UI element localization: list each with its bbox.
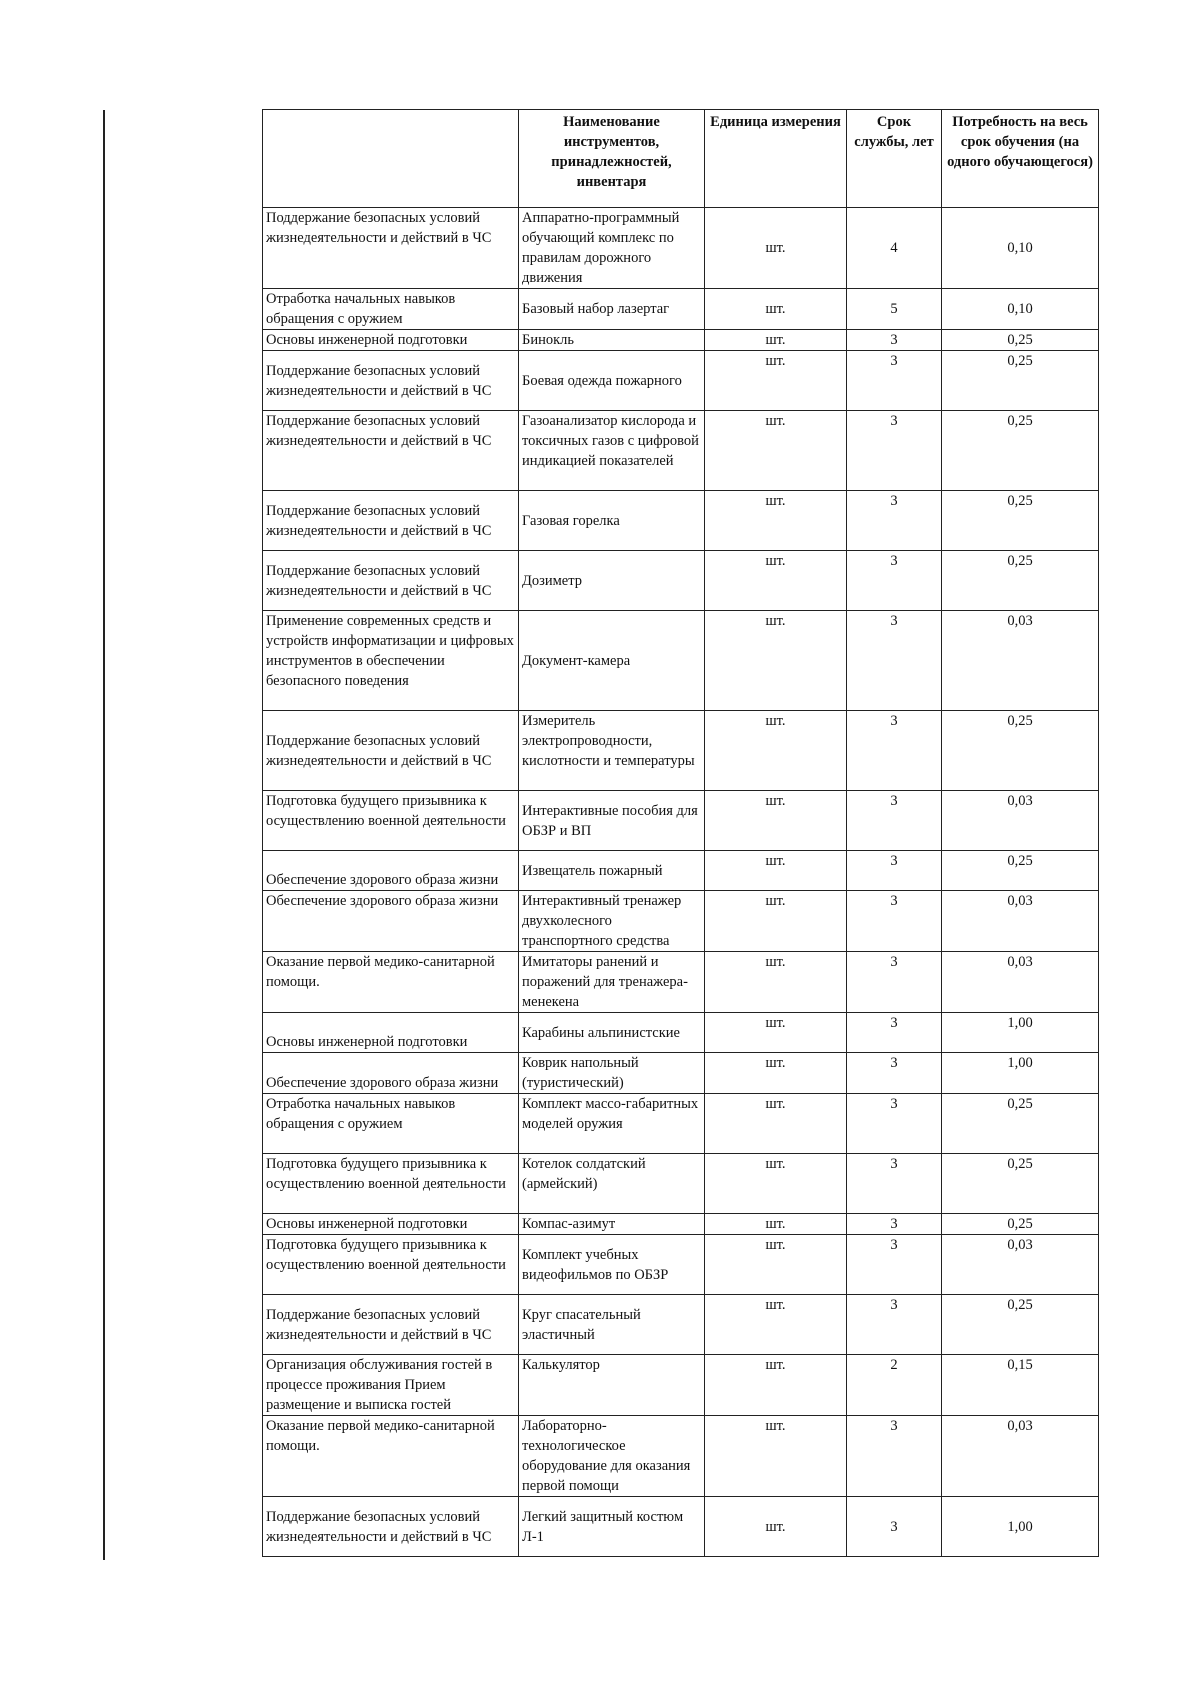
cell-unit: шт. — [705, 711, 847, 791]
cell-section: Поддержание безопасных условий жизнедеятельности и действий в ЧС — [263, 491, 519, 551]
cell-service-life: 3 — [847, 1416, 942, 1497]
cell-service-life: 3 — [847, 551, 942, 611]
cell-unit: шт. — [705, 1295, 847, 1355]
cell-unit: шт. — [705, 1497, 847, 1557]
cell-item-name: Карабины альпинистские — [519, 1013, 705, 1053]
cell-service-life: 5 — [847, 289, 942, 330]
cell-section: Организация обслуживания гостей в процессе проживания Прием размещение и выписка гостей — [263, 1355, 519, 1416]
cell-service-life: 3 — [847, 1013, 942, 1053]
cell-section: Оказание первой медико-санитарной помощи. — [263, 952, 519, 1013]
cell-unit: шт. — [705, 891, 847, 952]
table-body — [263, 208, 1099, 1557]
cell-requirement: 0,10 — [942, 289, 1099, 330]
cell-section: Основы инженерной подготовки — [263, 1214, 519, 1235]
cell-requirement: 1,00 — [942, 1013, 1099, 1053]
cell-section: Обеспечение здорового образа жизни — [263, 851, 519, 891]
table-row — [263, 711, 1099, 791]
table-row — [263, 1094, 1099, 1154]
cell-requirement: 0,25 — [942, 1094, 1099, 1154]
cell-service-life: 3 — [847, 351, 942, 411]
cell-section: Поддержание безопасных условий жизнедеятельности и действий в ЧС — [263, 208, 519, 289]
table-row — [263, 1013, 1099, 1053]
cell-unit: шт. — [705, 1416, 847, 1497]
table-row — [263, 891, 1099, 952]
cell-item-name: Комплект учебных видеофильмов по ОБЗР — [519, 1235, 705, 1295]
cell-item-name: Извещатель пожарный — [519, 851, 705, 891]
cell-unit: шт. — [705, 208, 847, 289]
cell-item-name: Круг спасательный эластичный — [519, 1295, 705, 1355]
cell-unit: шт. — [705, 1154, 847, 1214]
cell-section: Поддержание безопасных условий жизнедеятельности и действий в ЧС — [263, 711, 519, 791]
cell-requirement: 0,25 — [942, 551, 1099, 611]
cell-service-life: 3 — [847, 491, 942, 551]
cell-unit: шт. — [705, 551, 847, 611]
cell-item-name: Калькулятор — [519, 1355, 705, 1416]
cell-unit: шт. — [705, 952, 847, 1013]
cell-section: Обеспечение здорового образа жизни — [263, 891, 519, 952]
cell-requirement: 0,03 — [942, 611, 1099, 711]
cell-unit: шт. — [705, 1013, 847, 1053]
cell-item-name: Коврик напольный (туристический) — [519, 1053, 705, 1094]
table-row — [263, 1295, 1099, 1355]
cell-unit: шт. — [705, 411, 847, 491]
header-service-life: Срок службы, лет — [847, 110, 942, 208]
cell-section: Основы инженерной подготовки — [263, 330, 519, 351]
cell-unit: шт. — [705, 1235, 847, 1295]
cell-item-name: Аппаратно-программный обучающий комплекс по правилам дорожного движения — [519, 208, 705, 289]
cell-section: Поддержание безопасных условий жизнедеятельности и действий в ЧС — [263, 411, 519, 491]
cell-item-name: Газоанализатор кислорода и токсичных газов с цифровой индикацией показателей — [519, 411, 705, 491]
table-row — [263, 411, 1099, 491]
cell-section: Подготовка будущего призывника к осуществлению военной деятельности — [263, 1235, 519, 1295]
cell-section: Отработка начальных навыков обращения с оружием — [263, 1094, 519, 1154]
table-row — [263, 551, 1099, 611]
cell-item-name: Имитаторы ранений и поражений для тренажера-менекена — [519, 952, 705, 1013]
cell-item-name: Документ-камера — [519, 611, 705, 711]
cell-requirement: 0,25 — [942, 491, 1099, 551]
table-row — [263, 1154, 1099, 1214]
cell-item-name: Комплект массо-габаритных моделей оружия — [519, 1094, 705, 1154]
header-unit: Единица измерения — [705, 110, 847, 208]
cell-requirement: 1,00 — [942, 1497, 1099, 1557]
cell-unit: шт. — [705, 611, 847, 711]
cell-section: Поддержание безопасных условий жизнедеятельности и действий в ЧС — [263, 551, 519, 611]
cell-requirement: 0,10 — [942, 208, 1099, 289]
cell-section: Подготовка будущего призывника к осуществлению военной деятельности — [263, 1154, 519, 1214]
table-row — [263, 1053, 1099, 1094]
cell-section: Оказание первой медико-санитарной помощи. — [263, 1416, 519, 1497]
table-row — [263, 491, 1099, 551]
cell-section: Подготовка будущего призывника к осуществлению военной деятельности — [263, 791, 519, 851]
table-row — [263, 289, 1099, 330]
cell-item-name: Котелок солдатский (армейский) — [519, 1154, 705, 1214]
cell-requirement: 0,25 — [942, 711, 1099, 791]
header-requirement: Потребность на весь срок обучения (на одного обучающегося) — [942, 110, 1099, 208]
table-row — [263, 851, 1099, 891]
table-row — [263, 1214, 1099, 1235]
cell-service-life: 4 — [847, 208, 942, 289]
cell-service-life: 2 — [847, 1355, 942, 1416]
table-row — [263, 1235, 1099, 1295]
cell-item-name: Боевая одежда пожарного — [519, 351, 705, 411]
cell-unit: шт. — [705, 1094, 847, 1154]
table-row — [263, 791, 1099, 851]
cell-requirement: 0,25 — [942, 411, 1099, 491]
table-row — [263, 1416, 1099, 1497]
cell-item-name: Измеритель электропроводности, кислотности и температуры — [519, 711, 705, 791]
cell-item-name: Лабораторно-технологическое оборудование для оказания первой помощи — [519, 1416, 705, 1497]
header-item-name: Наименование инструментов, принадлежностей, инвентаря — [519, 110, 705, 208]
cell-service-life: 3 — [847, 1295, 942, 1355]
cell-section: Поддержание безопасных условий жизнедеятельности и действий в ЧС — [263, 1497, 519, 1557]
cell-section: Поддержание безопасных условий жизнедеятельности и действий в ЧС — [263, 1295, 519, 1355]
cell-service-life: 3 — [847, 791, 942, 851]
table-row — [263, 1497, 1099, 1557]
cell-unit: шт. — [705, 1355, 847, 1416]
cell-section: Поддержание безопасных условий жизнедеятельности и действий в ЧС — [263, 351, 519, 411]
cell-unit: шт. — [705, 1053, 847, 1094]
cell-requirement: 0,03 — [942, 791, 1099, 851]
cell-unit: шт. — [705, 491, 847, 551]
table-header-row — [263, 110, 1099, 208]
table-row — [263, 351, 1099, 411]
cell-unit: шт. — [705, 289, 847, 330]
cell-service-life: 3 — [847, 952, 942, 1013]
header-section — [263, 110, 519, 208]
cell-service-life: 3 — [847, 711, 942, 791]
cell-section: Применение современных средств и устройств информатизации и цифровых инструментов в обеспечении безопасного поведения — [263, 611, 519, 711]
cell-item-name: Базовый набор лазертаг — [519, 289, 705, 330]
cell-requirement: 0,03 — [942, 891, 1099, 952]
cell-unit: шт. — [705, 1214, 847, 1235]
cell-requirement: 0,25 — [942, 330, 1099, 351]
cell-item-name: Интерактивные пособия для ОБЗР и ВП — [519, 791, 705, 851]
cell-requirement: 0,25 — [942, 1295, 1099, 1355]
cell-requirement: 0,15 — [942, 1355, 1099, 1416]
cell-service-life: 3 — [847, 1497, 942, 1557]
cell-item-name: Интерактивный тренажер двухколесного транспортного средства — [519, 891, 705, 952]
cell-section: Отработка начальных навыков обращения с оружием — [263, 289, 519, 330]
cell-unit: шт. — [705, 330, 847, 351]
cell-service-life: 3 — [847, 411, 942, 491]
inventory-table — [262, 109, 1099, 1557]
cell-requirement: 1,00 — [942, 1053, 1099, 1094]
cell-requirement: 0,25 — [942, 851, 1099, 891]
page-margin-line — [103, 110, 105, 1560]
table-row — [263, 611, 1099, 711]
cell-service-life: 3 — [847, 1053, 942, 1094]
table-row — [263, 208, 1099, 289]
cell-requirement: 0,25 — [942, 351, 1099, 411]
cell-service-life: 3 — [847, 1154, 942, 1214]
cell-requirement: 0,25 — [942, 1214, 1099, 1235]
cell-requirement: 0,03 — [942, 952, 1099, 1013]
cell-item-name: Легкий защитный костюм Л-1 — [519, 1497, 705, 1557]
cell-requirement: 0,25 — [942, 1154, 1099, 1214]
cell-service-life: 3 — [847, 1235, 942, 1295]
table-row — [263, 952, 1099, 1013]
cell-service-life: 3 — [847, 1094, 942, 1154]
cell-service-life: 3 — [847, 330, 942, 351]
cell-unit: шт. — [705, 791, 847, 851]
cell-service-life: 3 — [847, 1214, 942, 1235]
cell-item-name: Компас-азимут — [519, 1214, 705, 1235]
table-row — [263, 330, 1099, 351]
cell-item-name: Дозиметр — [519, 551, 705, 611]
cell-requirement: 0,03 — [942, 1235, 1099, 1295]
cell-unit: шт. — [705, 351, 847, 411]
cell-section: Обеспечение здорового образа жизни — [263, 1053, 519, 1094]
cell-service-life: 3 — [847, 891, 942, 952]
table-row — [263, 1355, 1099, 1416]
cell-item-name: Бинокль — [519, 330, 705, 351]
cell-unit: шт. — [705, 851, 847, 891]
cell-service-life: 3 — [847, 611, 942, 711]
cell-requirement: 0,03 — [942, 1416, 1099, 1497]
cell-item-name: Газовая горелка — [519, 491, 705, 551]
cell-service-life: 3 — [847, 851, 942, 891]
cell-section: Основы инженерной подготовки — [263, 1013, 519, 1053]
